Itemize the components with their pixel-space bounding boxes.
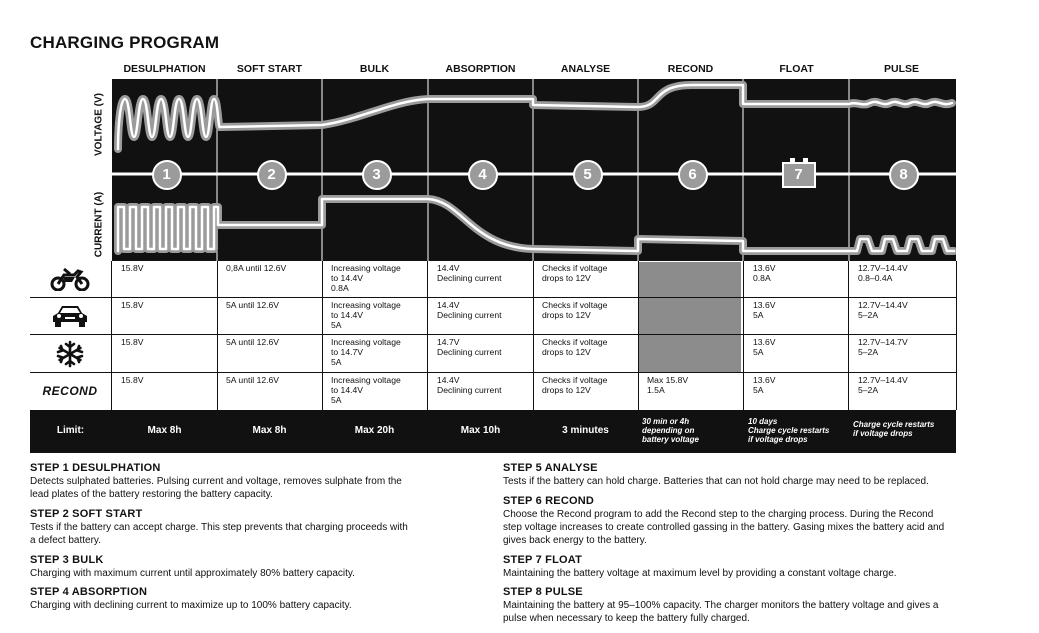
column-header-absorption: ABSORPTION (445, 63, 516, 75)
step-text: Charging with declining current to maximize up to 100% battery capacity. (30, 600, 352, 611)
step-heading: STEP 7 FLOAT (503, 554, 583, 566)
cell-line: 5A until 12.6V (226, 375, 280, 385)
step-text: Maintaining the battery voltage at maximum level by providing a constant voltage charge. (503, 568, 897, 579)
cell-line: 5A (753, 385, 764, 395)
limit-row (30, 410, 956, 453)
step-description (503, 462, 929, 488)
table-cell (437, 375, 530, 395)
cell-line: 5–2A (858, 310, 879, 320)
step-description (30, 508, 408, 547)
table-cell (121, 375, 214, 385)
column-header-pulse: PULSE (883, 63, 919, 75)
cell-line: 5–2A (858, 347, 879, 357)
table-cell (858, 337, 951, 357)
step-text: Maintaining the battery at 95–100% capacity. The charger monitors the battery voltage and gives a (503, 600, 939, 611)
step-heading: STEP 6 RECOND (503, 495, 595, 507)
limit-line: 3 minutes (562, 425, 609, 436)
page-title: CHARGING PROGRAM (30, 33, 220, 52)
limit-line: Max 20h (354, 425, 395, 436)
cell-line: 5A until 12.6V (226, 300, 280, 310)
cell-line: Checks if voltage (542, 375, 608, 385)
cell-line: 15.8V (121, 263, 144, 273)
table-cell (542, 375, 635, 395)
cell-line: 15.8V (121, 300, 144, 310)
step-description (30, 462, 402, 501)
table-cell (858, 375, 951, 395)
cell-line: 14.4V (437, 375, 460, 385)
limit-value (217, 425, 322, 436)
table-cell (542, 300, 635, 320)
cell-line: 5A (331, 357, 342, 367)
car-icon (30, 302, 110, 335)
table-cell (437, 263, 530, 283)
limit-value (853, 420, 952, 438)
current-axis-label: CURRENT (A) (93, 191, 105, 258)
column-header-recond: RECOND (667, 63, 714, 75)
cell-line: 5A (753, 310, 764, 320)
step-7-battery-icon (782, 162, 816, 188)
table-cell (226, 263, 319, 273)
cell-line: 0.8–0.4A (858, 273, 893, 283)
step-text: Detects sulphated batteries. Pulsing current and voltage, removes sulphate from the (30, 476, 402, 487)
cell-line: 14.4V (437, 263, 460, 273)
cell-line: to 14.4V (331, 310, 364, 320)
table-cell (226, 375, 319, 385)
step-number-4: 4 (468, 160, 498, 190)
cell-line: Increasing voltage (331, 375, 401, 385)
step-text: gives back energy to the battery. (503, 535, 647, 546)
limit-value (112, 425, 217, 436)
step-description (30, 586, 352, 612)
step-number-2: 2 (257, 160, 287, 190)
recond-row-label: RECOND (42, 384, 98, 398)
step-heading: STEP 5 ANALYSE (503, 462, 598, 474)
step-text: Tests if the battery can hold charge. Batteries that can not hold charge may need to be replaced. (503, 476, 929, 487)
table-cell (121, 300, 214, 310)
limit-value (322, 425, 427, 436)
step-text: lead plates of the battery restoring the battery capacity. (30, 489, 273, 500)
cell-line: drops to 12V (542, 385, 591, 395)
cell-line: 13.6V (753, 375, 776, 385)
table-cell (331, 375, 424, 405)
cell-line: Declining current (437, 385, 502, 395)
cell-line: 5A (331, 395, 342, 405)
step-heading: STEP 1 DESULPHATION (30, 462, 161, 474)
cell-line: 14.4V (437, 300, 460, 310)
step-description (30, 554, 355, 580)
step-number-6: 6 (678, 160, 708, 190)
table-cell (226, 337, 319, 347)
cell-line: to 14.4V (331, 385, 364, 395)
table-cell (858, 263, 951, 283)
cell-line: 1.5A (647, 385, 665, 395)
column-header-desulphation: DESULPHATION (123, 63, 206, 75)
table-cell (331, 263, 424, 293)
limit-line: depending on (642, 426, 695, 435)
limit-line: 10 days (748, 417, 778, 426)
cell-line: Max 15.8V (647, 375, 689, 385)
table-cell (647, 375, 740, 395)
step-heading: STEP 4 ABSORPTION (30, 586, 148, 598)
cell-line: Increasing voltage (331, 263, 401, 273)
table-cell (753, 375, 846, 395)
cell-line: drops to 12V (542, 347, 591, 357)
table-cell (542, 263, 635, 283)
cell-line: Increasing voltage (331, 300, 401, 310)
cell-line: to 14.7V (331, 347, 364, 357)
motorcycle-icon (30, 265, 110, 296)
table-cell (437, 300, 530, 320)
cell-line: Checks if voltage (542, 263, 608, 273)
table-cell (753, 300, 846, 320)
snowflake-icon (30, 340, 110, 373)
limit-value (748, 417, 847, 444)
table-cell (331, 337, 424, 367)
table-cell (753, 337, 846, 357)
cell-line: Declining current (437, 347, 502, 357)
step-text: pulse when necessary to keep the battery fully charged. (503, 613, 750, 624)
cell-line: Increasing voltage (331, 337, 401, 347)
cell-line: 14.7V (437, 337, 460, 347)
cell-line: 15.8V (121, 337, 144, 347)
table-cell (121, 263, 214, 273)
limit-label: Limit: (56, 425, 85, 436)
step-number-3: 3 (362, 160, 392, 190)
column-header-soft-start: SOFT START (236, 63, 303, 75)
step-description (503, 495, 944, 547)
limit-line: Max 8h (252, 425, 287, 436)
battery-terminal (803, 158, 808, 162)
cell-line: 0.8A (331, 283, 349, 293)
column-header-float: FLOAT (779, 63, 814, 75)
step-heading: STEP 2 SOFT START (30, 508, 143, 520)
step-number-8: 8 (889, 160, 919, 190)
cell-line: 5A (331, 320, 342, 330)
step-text: Choose the Recond program to add the Recond step to the charging process. During the Recond (503, 509, 934, 520)
cell-line: 5A until 12.6V (226, 337, 280, 347)
cell-line: 12.7V–14.7V (858, 337, 908, 347)
limit-value (642, 417, 741, 444)
limit-line: Charge cycle restarts (853, 420, 935, 429)
table-cell (121, 337, 214, 347)
table-cell (226, 300, 319, 310)
cell-line: 13.6V (753, 300, 776, 310)
table-cell (331, 300, 424, 330)
cell-line: 5A (753, 347, 764, 357)
limit-line: if voltage drops (853, 429, 913, 438)
limit-line: Charge cycle restarts (748, 426, 830, 435)
cell-line: 0.8A (753, 273, 771, 283)
table-cell (858, 300, 951, 320)
step-number: 7 (794, 166, 803, 183)
table-cell (753, 263, 846, 283)
limit-value (533, 425, 638, 436)
charging-curves-diagram (112, 79, 956, 261)
column-header-bulk: BULK (359, 63, 390, 75)
limit-line: Max 10h (460, 425, 501, 436)
step-text: step voltage increases to create controlled gassing in the battery. Gasing mixes the battery acid and (503, 522, 945, 533)
step-text: Tests if the battery can accept charge. This step prevents that charging proceeds with (30, 522, 408, 533)
cell-line: Checks if voltage (542, 300, 608, 310)
cell-line: Declining current (437, 273, 502, 283)
step-heading: STEP 8 PULSE (503, 586, 583, 598)
step-description (503, 586, 938, 625)
cell-line: 15.8V (121, 375, 144, 385)
cell-line: 13.6V (753, 337, 776, 347)
cell-line: 12.7V–14.4V (858, 375, 908, 385)
limit-line: battery voltage (642, 435, 699, 444)
step-text: Charging with maximum current until approximately 80% battery capacity. (30, 568, 355, 579)
voltage-axis-label: VOLTAGE (V) (93, 93, 105, 156)
step-number-1: 1 (152, 160, 182, 190)
cell-line: 12.7V–14.4V (858, 300, 908, 310)
step-heading: STEP 3 BULK (30, 554, 104, 566)
battery-terminal (790, 158, 795, 162)
limit-line: Max 8h (147, 425, 182, 436)
column-header-analyse: ANALYSE (560, 63, 611, 75)
cell-line: Declining current (437, 310, 502, 320)
cell-line: Checks if voltage (542, 337, 608, 347)
step-number-5: 5 (573, 160, 603, 190)
step-description (503, 554, 897, 580)
recond-unused-cell (638, 262, 741, 372)
cell-line: drops to 12V (542, 273, 591, 283)
cell-line: 5–2A (858, 385, 879, 395)
cell-line: drops to 12V (542, 310, 591, 320)
cell-line: to 14.4V (331, 273, 364, 283)
table-cell (437, 337, 530, 357)
step-text: a defect battery. (30, 535, 101, 546)
limit-value (428, 425, 533, 436)
limit-line: 30 min or 4h (642, 417, 690, 426)
limit-line: if voltage drops (748, 435, 808, 444)
cell-line: 0,8A until 12.6V (226, 263, 287, 273)
cell-line: 13.6V (753, 263, 776, 273)
table-cell (542, 337, 635, 357)
cell-line: 12.7V–14.4V (858, 263, 908, 273)
